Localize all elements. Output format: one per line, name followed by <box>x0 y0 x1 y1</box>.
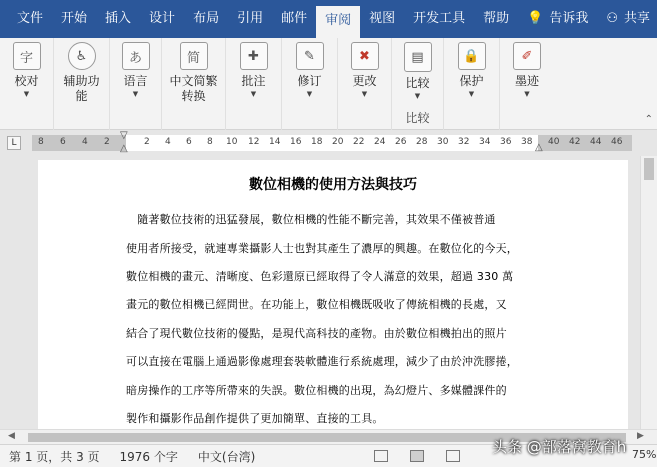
ruler-tick: 28 <box>416 137 428 147</box>
accessibility-button[interactable] <box>54 38 109 104</box>
ruler-tick: 8 <box>207 137 213 147</box>
ruler-tick: 34 <box>479 137 491 147</box>
ruler-tick: 46 <box>611 137 623 147</box>
ruler-tick: 22 <box>353 137 365 147</box>
accessibility-label-2: 能 <box>75 89 88 103</box>
ruler-tick: 32 <box>458 137 470 147</box>
menu-references[interactable]: 引用 <box>237 11 264 26</box>
watermark-text: 头条 @部落窝教育h <box>492 438 627 456</box>
accessibility-icon: ♿ <box>68 42 96 70</box>
scroll-left-icon[interactable]: ◀ <box>8 431 15 441</box>
vertical-scrollbar[interactable] <box>640 156 657 429</box>
share-button[interactable] <box>597 0 657 38</box>
read-mode-icon[interactable] <box>374 450 388 462</box>
document-line: 數位相機的畫元、清晰度、色彩還原已經取得了令人滿意的效果，超過 330 萬 <box>126 270 514 283</box>
menu-developer[interactable]: 开发工具 <box>413 11 466 26</box>
group-compare <box>392 38 444 130</box>
compare-icon: ▤ <box>404 42 432 72</box>
menu-view[interactable]: 视图 <box>369 11 396 26</box>
document-page[interactable] <box>38 160 628 429</box>
lock-icon: 🔒 <box>458 42 486 70</box>
ruler-tick: 42 <box>569 137 581 147</box>
menu-review[interactable]: 审阅 <box>316 6 360 38</box>
tab-selector[interactable]: L <box>7 136 21 150</box>
chevron-down-icon: ▼ <box>361 90 368 98</box>
comments-button[interactable] <box>226 38 281 98</box>
compare-group-label: 比较 <box>405 111 430 125</box>
zoom-level[interactable]: 75% <box>632 448 657 461</box>
menu-file[interactable]: 文件 <box>17 11 44 26</box>
document-line: 製作和攝影作品創作提供了更加簡單、直接的工具。 <box>126 412 384 425</box>
left-indent-marker[interactable]: △ <box>120 143 128 154</box>
ruler-tick: 6 <box>60 137 66 147</box>
chevron-down-icon: ▼ <box>23 90 30 98</box>
vertical-scroll-thumb[interactable] <box>644 158 654 180</box>
right-indent-marker[interactable]: △ <box>535 142 543 153</box>
chevron-down-icon: ▼ <box>414 92 421 100</box>
group-ink <box>500 38 554 130</box>
tell-me-button[interactable] <box>518 0 597 38</box>
ink-button[interactable] <box>500 38 554 98</box>
ruler-tick: 16 <box>290 137 302 147</box>
ruler-tick: 6 <box>186 137 192 147</box>
ruler-tick: 44 <box>590 137 602 147</box>
comments-label: 批注 <box>241 74 266 88</box>
ruler-tick: 24 <box>374 137 386 147</box>
language-label: 语言 <box>123 74 148 88</box>
print-layout-icon[interactable] <box>410 450 424 462</box>
track-changes-icon: ✎ <box>296 42 324 70</box>
protect-label: 保护 <box>459 74 484 88</box>
document-line: 暗房操作的工序等所帶來的失誤。數位相機的出現，為幻燈片、多媒體課件的 <box>126 384 507 397</box>
menu-mailings[interactable]: 邮件 <box>281 11 308 26</box>
chinese-conversion-button[interactable] <box>162 38 225 104</box>
ruler-tick: 2 <box>144 137 150 147</box>
ruler-tick: 14 <box>269 137 281 147</box>
ribbon <box>0 38 657 130</box>
changes-button[interactable] <box>338 38 391 98</box>
chevron-down-icon: ▼ <box>250 90 257 98</box>
group-accessibility <box>54 38 110 130</box>
chevron-down-icon: ▼ <box>306 90 313 98</box>
menu-layout[interactable]: 布局 <box>193 11 220 26</box>
document-line: 畫元的數位相機已經問世。在功能上，數位相機既吸收了傳統相機的長處，又 <box>126 298 507 311</box>
horizontal-ruler[interactable] <box>32 130 632 154</box>
tell-me-label: 告诉我 <box>549 11 589 26</box>
language-indicator[interactable]: 中文(台湾) <box>197 449 256 464</box>
chinese-conversion-label-1: 中文简繁 <box>169 74 218 88</box>
document-line: 可以直接在電腦上通過影像處理套裝軟體進行系統處理，減少了由於沖洗膠捲， <box>126 355 518 368</box>
ruler-tick: 36 <box>500 137 512 147</box>
spelling-icon: 字 <box>13 42 41 70</box>
changes-label: 更改 <box>352 74 377 88</box>
group-language <box>110 38 162 130</box>
document-line: 隨著數位技術的迅猛發展，數位相機的性能不斷完善，其效果不僅被普通 <box>126 213 496 226</box>
ruler-bar <box>0 130 657 156</box>
chevron-down-icon: ▼ <box>132 90 139 98</box>
tracking-label: 修订 <box>297 74 322 88</box>
ruler-tick: 4 <box>82 137 88 147</box>
proofing-label: 校对 <box>14 74 39 88</box>
chinese-conversion-icon: 简 <box>180 42 208 70</box>
ruler-tick: 8 <box>38 137 44 147</box>
ruler-tick: 12 <box>248 137 260 147</box>
menu-design[interactable]: 设计 <box>149 11 176 26</box>
ruler-tick: 20 <box>332 137 344 147</box>
comment-icon: ✚ <box>240 42 268 70</box>
chevron-down-icon: ▼ <box>468 90 475 98</box>
document-line: 使用者所接受，就連專業攝影人士也對其產生了濃厚的興趣。在數位化的今天， <box>126 242 518 255</box>
menu-home[interactable]: 开始 <box>61 11 88 26</box>
web-layout-icon[interactable] <box>446 450 460 462</box>
collapse-ribbon-icon[interactable]: ⌃ <box>644 114 653 125</box>
reject-change-icon: ✖ <box>351 42 379 70</box>
menu-insert[interactable]: 插入 <box>105 11 132 26</box>
chevron-down-icon: ▼ <box>524 90 530 98</box>
group-comments <box>226 38 282 130</box>
lightbulb-icon: 💡 <box>527 11 544 26</box>
group-proofing <box>0 38 54 130</box>
compare-button[interactable] <box>392 38 443 100</box>
menu-help[interactable]: 帮助 <box>483 11 510 26</box>
language-button[interactable] <box>110 38 161 98</box>
document-line: 結合了現代數位技術的優點，是現代高科技的產物。由於數位相機拍出的照片 <box>126 327 507 340</box>
ruler-tick: 40 <box>548 137 560 147</box>
ruler-tick: 30 <box>437 137 449 147</box>
scroll-right-icon[interactable]: ▶ <box>637 431 644 441</box>
protect-button[interactable] <box>444 38 499 98</box>
compare-label: 比较 <box>405 76 430 90</box>
pen-icon: ✐ <box>513 42 541 70</box>
menu-bar <box>0 0 657 38</box>
chinese-conversion-label-2: 转换 <box>181 89 206 103</box>
first-line-indent-marker[interactable]: ▽ <box>120 130 128 141</box>
share-label: 共享 <box>624 11 651 26</box>
ruler-tick: 4 <box>165 137 171 147</box>
proofing-button[interactable] <box>0 38 53 98</box>
document-area <box>0 156 640 429</box>
person-icon: ⚇ <box>606 11 619 26</box>
tracking-button[interactable] <box>282 38 337 98</box>
ruler-tick: 26 <box>395 137 407 147</box>
group-tracking <box>282 38 338 130</box>
page-count[interactable]: 第 1 页，共 3 页 <box>9 449 100 464</box>
word-count[interactable]: 1976 个字 <box>119 449 178 464</box>
ruler-tick: 18 <box>311 137 323 147</box>
ruler-tick: 2 <box>104 137 110 147</box>
group-changes <box>338 38 392 130</box>
group-protect <box>444 38 500 130</box>
language-icon: あ <box>122 42 150 70</box>
document-title: 數位相機的使用方法與技巧 <box>249 177 417 193</box>
group-chinese-conversion <box>162 38 226 130</box>
ruler-tick: 38 <box>521 137 533 147</box>
accessibility-label-1: 辅助功 <box>63 74 100 88</box>
ruler-tick: 10 <box>226 137 238 147</box>
ink-label: 墨迹 <box>514 74 539 88</box>
